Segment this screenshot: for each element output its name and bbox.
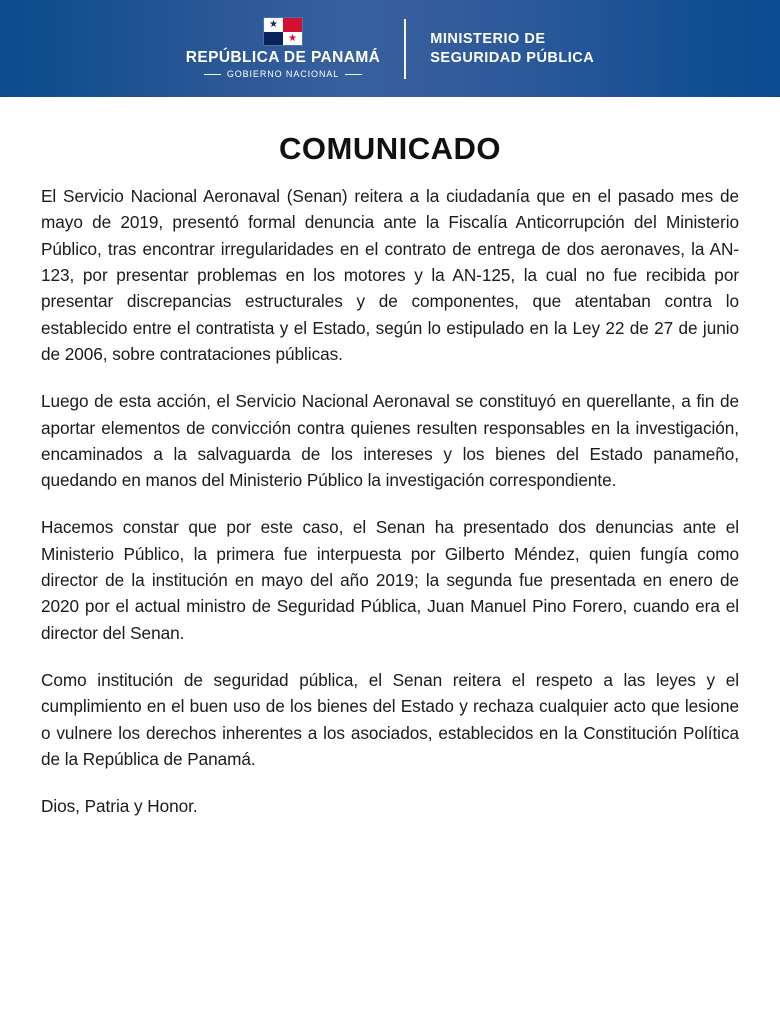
paragraph: El Servicio Nacional Aeronaval (Senan) reitera a la ciudadanía que en el pasado mes de mayo de 2019, presentó formal denuncia ante la Fiscalía Anticorrupción del Ministerio Público, tras encontrar irregularidades en el contrato de entrega de dos aeronaves, la AN-123, por presentar problemas en los motores y la AN-125, la cual no fue recibida por presentar discrepancias estructurales y de componentes, que atentaban contra lo establecido entre el contratista y el Estado, según lo estipulado en la Ley 22 de 27 de junio de 2006, sobre contrataciones públicas. (41, 186, 739, 364)
government-label: GOBIERNO NACIONAL (226, 68, 340, 79)
document-body (0, 97, 780, 820)
paragraph: Hacemos constar que por este caso, el Senan ha presentado dos denuncias ante el Ministerio Público, la primera fue interpuesta por Gilberto Méndez, quien fungía como director de la institución en mayo del año 2019; la segunda fue presentada en enero de 2020 por el actual ministro de Seguridad Pública, Juan Manuel Pino Forero, cuando era el director del Senan. (41, 517, 739, 643)
country-name: REPÚBLICA DE PANAMÁ (185, 49, 381, 67)
header-content (0, 0, 780, 97)
flag-quadrant-top-right (283, 18, 302, 32)
page-title: COMUNICADO (279, 131, 501, 166)
dash-right-decoration (345, 74, 362, 75)
ministry-brand-block (406, 30, 594, 67)
closing-motto: Dios, Patria y Honor. (41, 796, 198, 817)
flag-quadrant-bottom-left (264, 32, 283, 46)
republic-brand-block (186, 18, 404, 78)
ministry-name-line-1: MINISTERIO DE (430, 30, 546, 47)
blue-star-icon: ★ (269, 19, 278, 31)
panama-flag-icon (264, 18, 302, 45)
flag-quadrant-bottom-right (283, 32, 302, 46)
red-star-icon: ★ (288, 32, 297, 44)
ministry-name-line-2: SEGURIDAD PÚBLICA (430, 49, 595, 66)
dash-left-decoration (204, 74, 221, 75)
paragraph: Luego de esta acción, el Servicio Nacional Aeronaval se constituyó en querellante, a fin de aportar elementos de convicción contra quienes resulten responsables en la investigación, encaminados a la salvaguarda de los intereses y los bienes del Estado panameño, quedando en manos del Ministerio Público la investigación correspondiente. (41, 391, 739, 491)
communique-text (41, 167, 739, 820)
paragraph: Como institución de seguridad pública, el Senan reitera el respeto a las leyes y el cumplimiento en el buen uso de los bienes del Estado y rechaza cualquier acto que lesione o vulnere los derechos inherentes a los asociados, establecidos en la Constitución Política de la República de Panamá. (41, 670, 739, 769)
government-line (204, 70, 362, 79)
header-vertical-divider (404, 19, 406, 79)
flag-quadrant-top-left (264, 18, 283, 32)
institutional-header-banner (0, 0, 780, 97)
